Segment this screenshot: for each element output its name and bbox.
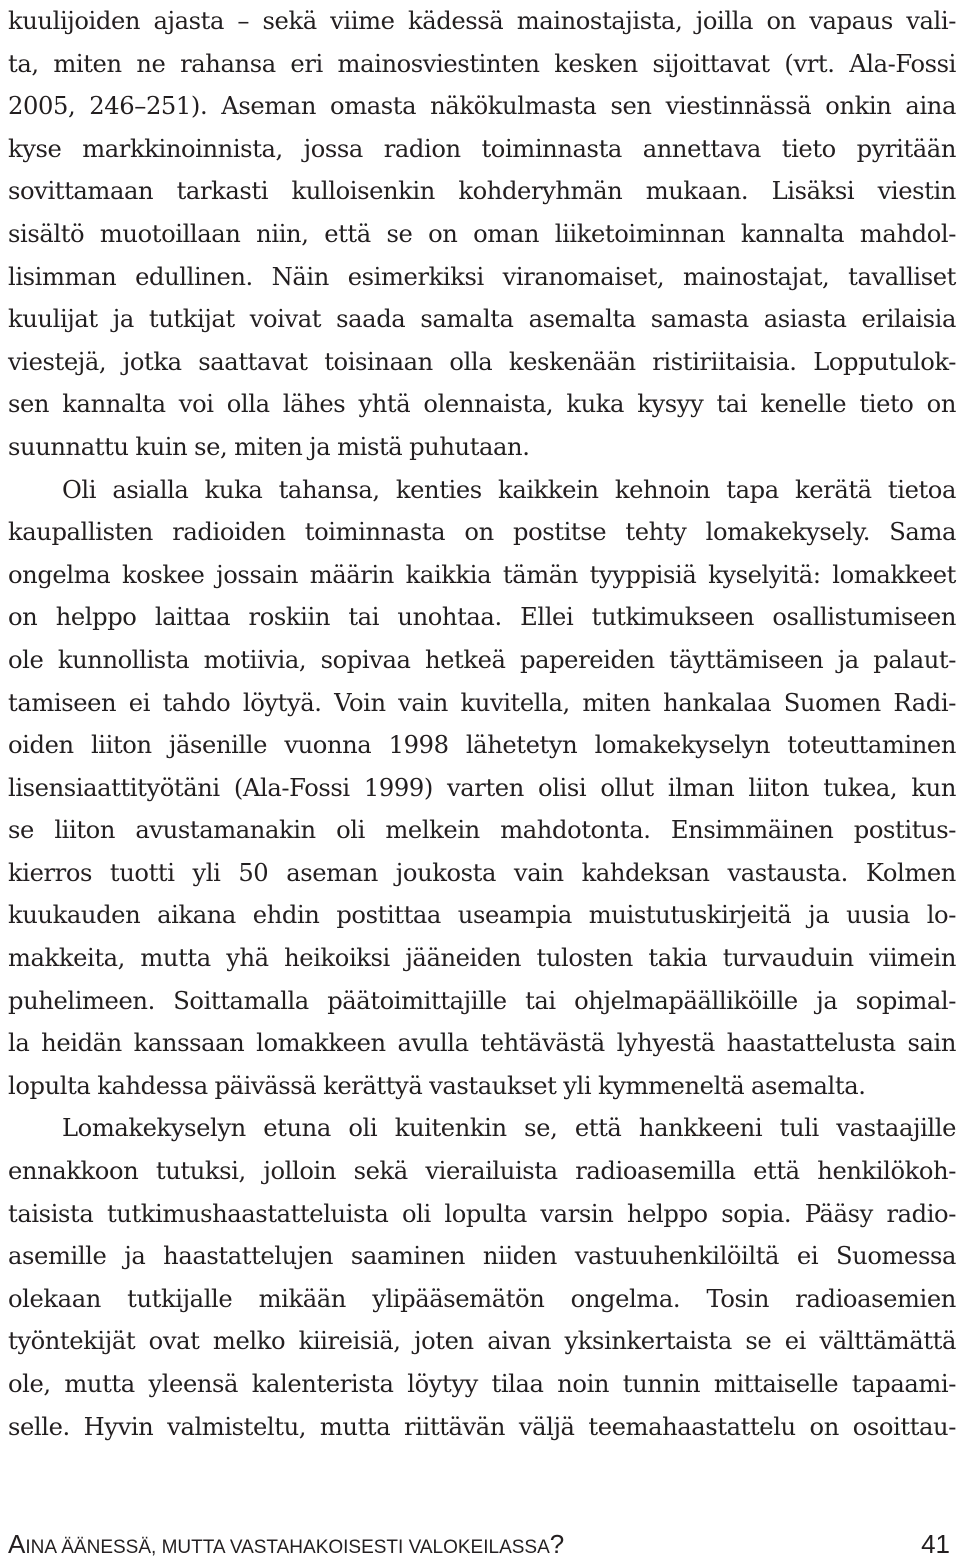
paragraph-start-line: Oli asialla kuka tahansa, kenties kaikkein kehnoin tapa kerätä tietoa — [62, 475, 956, 504]
text-line: kierros tuotti yli 50 aseman joukosta vain kahdeksan vastausta. Kolmen — [8, 858, 956, 887]
text-line: sisältö muotoillaan niin, että se on oman liiketoiminnan kannalta mahdol- — [8, 219, 956, 248]
paragraph-end-line: lopulta kahdessa päivässä kerättyä vastaukset yli kymmeneltä asemalta. — [8, 1071, 866, 1100]
text-line: se liiton avustamanakin oli melkein mahdotonta. Ensimmäinen postitus- — [8, 816, 956, 845]
text-line: ole, mutta yleensä kalenterista löytyy tilaa noin tunnin mittaiselle tapaami- — [8, 1370, 956, 1398]
text-line: ennakkoon tutuksi, jolloin sekä vierailuista radioasemilla että henkilökoh- — [8, 1157, 956, 1186]
running-title-initial: A — [8, 1529, 26, 1559]
text-line: ongelma koskee jossain määrin kaikkia tämän tyyppisiä kyselyitä: lomakkeet — [8, 560, 956, 589]
text-line: on helppo laittaa roskiin tai unohtaa. Ellei tutkimukseen osallistumiseen — [8, 603, 956, 632]
text-line: kuulijat ja tutkijat voivat saada samalta asemalta samasta asiasta erilaisia — [8, 305, 956, 334]
text-line: kyse markkinoinnista, jossa radion toiminnasta annettava tieto pyritään — [8, 134, 956, 163]
text-line: ole kunnollista motiivia, sopivaa hetkeä papereiden täyttämiseen ja palaut- — [8, 645, 956, 674]
text-line: selle. Hyvin valmisteltu, mutta riittävän väljä teemahaastattelu on osoittau- — [8, 1412, 956, 1441]
text-line: kuulijoiden ajasta – sekä viime kädessä mainostajista, joilla on vapaus vali- — [8, 7, 956, 35]
body-text — [8, 0, 956, 1448]
running-title-end: ? — [549, 1529, 565, 1559]
running-title-text: INA ÄÄNESSÄ, MUTTA VASTAHAKOISESTI VALOKEILASSA — [25, 1537, 550, 1558]
text-line: viestejä, jotka saattavat toisinaan olla keskenään ristiriitaisia. Lopputulok- — [8, 347, 956, 376]
text-line: asemille ja haastattelujen saaminen niiden vastuuhenkilöiltä ei Suomessa — [8, 1242, 956, 1271]
text-line: kuukauden aikana ehdin postittaa useampia muistutuskirjeitä ja uusia lo- — [8, 901, 956, 930]
paragraph-start-line: Lomakekyselyn etuna oli kuitenkin se, että hankkeeni tuli vastaajille — [62, 1114, 956, 1143]
text-line: la heidän kanssaan lomakkeen avulla tehtävästä lyhyestä haastattelusta sain — [8, 1029, 956, 1058]
running-title — [8, 1529, 564, 1560]
page-footer — [8, 1530, 950, 1564]
text-line: sen kannalta voi olla lähes yhtä olennaista, kuka kysyy tai kenelle tieto on — [8, 390, 956, 419]
text-line: olekaan tutkijalle mikään ylipääsemätön ongelma. Tosin radioasemien — [8, 1284, 956, 1313]
text-line: 2005, 246–251). Aseman omasta näkökulmasta sen viestinnässä onkin aina — [8, 92, 956, 121]
text-line: tamiseen ei tahdo löytyä. Voin vain kuvitella, miten hankalaa Suomen Radi- — [8, 688, 956, 717]
paragraph-end-line: suunnattu kuin se, miten ja mistä puhutaan. — [8, 432, 530, 461]
text-line: työntekijät ovat melko kiireisiä, joten aivan yksinkertaista se ei välttämättä — [8, 1327, 956, 1356]
page-number: 41 — [921, 1529, 950, 1559]
text-line: taisista tutkimushaastatteluista oli lopulta varsin helppo sopia. Pääsy radio- — [8, 1199, 956, 1228]
text-line: kaupallisten radioiden toiminnasta on postitse tehty lomakekysely. Sama — [8, 518, 956, 547]
text-line: oiden liiton jäsenille vuonna 1998 lähetetyn lomakekyselyn toteuttaminen — [8, 731, 956, 760]
text-line: puhelimeen. Soittamalla päätoimittajille tai ohjelmapäälliköille ja sopimal- — [8, 986, 956, 1015]
text-line: lisimman edullinen. Näin esimerkiksi viranomaiset, mainostajat, tavalliset — [8, 262, 956, 291]
text-line: lisensiaattityötäni (Ala-Fossi 1999) varten olisi ollut ilman liiton tukea, kun — [8, 773, 956, 802]
text-line: ta, miten ne rahansa eri mainosviestinten kesken sijoittavat (vrt. Ala-Fossi — [8, 49, 956, 78]
text-line: makkeita, mutta yhä heikoiksi jääneiden tulosten takia turvauduin viimein — [8, 944, 956, 973]
text-line: sovittamaan tarkasti kulloisenkin kohderyhmän mukaan. Lisäksi viestin — [8, 177, 956, 206]
